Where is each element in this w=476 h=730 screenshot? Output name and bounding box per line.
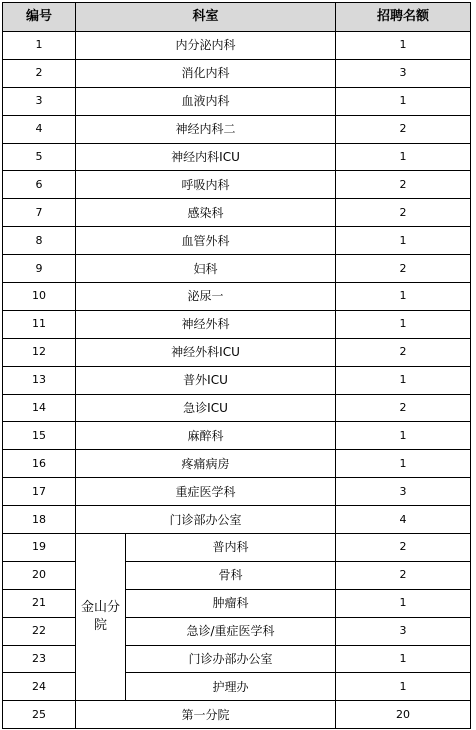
row-number: 22 bbox=[3, 617, 76, 645]
row-department: 重症医学科 bbox=[76, 478, 336, 506]
row-number: 5 bbox=[3, 143, 76, 171]
row-department: 门诊部办公室 bbox=[76, 506, 336, 534]
header-department: 科室 bbox=[76, 3, 336, 32]
table-row bbox=[3, 394, 471, 422]
recruitment-table bbox=[2, 2, 471, 729]
row-count: 2 bbox=[336, 394, 471, 422]
row-number: 6 bbox=[3, 171, 76, 199]
row-count: 3 bbox=[336, 59, 471, 87]
row-count: 20 bbox=[336, 701, 471, 729]
row-department: 护理办 bbox=[126, 673, 336, 701]
table-row bbox=[3, 143, 471, 171]
row-count: 1 bbox=[336, 450, 471, 478]
row-number: 18 bbox=[3, 506, 76, 534]
row-number: 9 bbox=[3, 255, 76, 283]
row-number: 25 bbox=[3, 701, 76, 729]
row-department: 神经外科ICU bbox=[76, 338, 336, 366]
table-row bbox=[3, 199, 471, 227]
row-department: 神经内科二 bbox=[76, 115, 336, 143]
table-row bbox=[3, 115, 471, 143]
table-row bbox=[3, 87, 471, 115]
row-count: 1 bbox=[336, 283, 471, 311]
row-department: 呼吸内科 bbox=[76, 171, 336, 199]
row-number: 17 bbox=[3, 478, 76, 506]
row-number: 19 bbox=[3, 534, 76, 562]
table-row bbox=[3, 645, 471, 673]
row-number: 2 bbox=[3, 59, 76, 87]
table-row bbox=[3, 338, 471, 366]
row-count: 4 bbox=[336, 506, 471, 534]
row-number: 24 bbox=[3, 673, 76, 701]
table-row bbox=[3, 561, 471, 589]
table-row bbox=[3, 283, 471, 311]
table-row bbox=[3, 32, 471, 60]
row-number: 7 bbox=[3, 199, 76, 227]
row-count: 1 bbox=[336, 645, 471, 673]
row-number: 16 bbox=[3, 450, 76, 478]
row-count: 2 bbox=[336, 338, 471, 366]
row-number: 23 bbox=[3, 645, 76, 673]
table-row bbox=[3, 534, 471, 562]
row-count: 1 bbox=[336, 366, 471, 394]
row-count: 3 bbox=[336, 478, 471, 506]
row-department: 血管外科 bbox=[76, 227, 336, 255]
row-count: 1 bbox=[336, 143, 471, 171]
table-row bbox=[3, 227, 471, 255]
row-department: 普外ICU bbox=[76, 366, 336, 394]
row-department: 麻醉科 bbox=[76, 422, 336, 450]
row-number: 14 bbox=[3, 394, 76, 422]
row-department: 感染科 bbox=[76, 199, 336, 227]
row-number: 1 bbox=[3, 32, 76, 60]
row-count: 2 bbox=[336, 199, 471, 227]
table-row bbox=[3, 617, 471, 645]
row-number: 15 bbox=[3, 422, 76, 450]
row-count: 1 bbox=[336, 32, 471, 60]
table-row bbox=[3, 478, 471, 506]
row-department: 血液内科 bbox=[76, 87, 336, 115]
table-row bbox=[3, 506, 471, 534]
row-count: 1 bbox=[336, 422, 471, 450]
row-department: 普内科 bbox=[126, 534, 336, 562]
header-number: 编号 bbox=[3, 3, 76, 32]
row-department: 疼痛病房 bbox=[76, 450, 336, 478]
row-department: 肿瘤科 bbox=[126, 589, 336, 617]
row-number: 11 bbox=[3, 310, 76, 338]
row-department: 急诊ICU bbox=[76, 394, 336, 422]
row-count: 2 bbox=[336, 115, 471, 143]
branch-label: 金山分院 bbox=[76, 534, 126, 701]
row-number: 3 bbox=[3, 87, 76, 115]
row-number: 21 bbox=[3, 589, 76, 617]
row-number: 8 bbox=[3, 227, 76, 255]
row-department: 神经外科 bbox=[76, 310, 336, 338]
row-department: 急诊/重症医学科 bbox=[126, 617, 336, 645]
row-number: 13 bbox=[3, 366, 76, 394]
row-count: 1 bbox=[336, 310, 471, 338]
table-row bbox=[3, 589, 471, 617]
row-count: 2 bbox=[336, 534, 471, 562]
row-department: 骨科 bbox=[126, 561, 336, 589]
table-row bbox=[3, 171, 471, 199]
row-number: 10 bbox=[3, 283, 76, 311]
row-department: 第一分院 bbox=[76, 701, 336, 729]
row-count: 2 bbox=[336, 255, 471, 283]
header-count: 招聘名额 bbox=[336, 3, 471, 32]
table-row bbox=[3, 422, 471, 450]
row-number: 4 bbox=[3, 115, 76, 143]
row-count: 3 bbox=[336, 617, 471, 645]
table-row bbox=[3, 366, 471, 394]
row-count: 1 bbox=[336, 87, 471, 115]
table-row bbox=[3, 255, 471, 283]
header-row bbox=[3, 3, 471, 32]
row-number: 12 bbox=[3, 338, 76, 366]
table-row bbox=[3, 450, 471, 478]
row-department: 泌尿一 bbox=[76, 283, 336, 311]
table-row bbox=[3, 59, 471, 87]
row-count: 2 bbox=[336, 171, 471, 199]
row-count: 1 bbox=[336, 589, 471, 617]
row-department: 神经内科ICU bbox=[76, 143, 336, 171]
row-count: 1 bbox=[336, 673, 471, 701]
row-number: 20 bbox=[3, 561, 76, 589]
row-department: 内分泌内科 bbox=[76, 32, 336, 60]
row-department: 门诊办部办公室 bbox=[126, 645, 336, 673]
row-count: 2 bbox=[336, 561, 471, 589]
table-row bbox=[3, 701, 471, 729]
row-department: 消化内科 bbox=[76, 59, 336, 87]
row-count: 1 bbox=[336, 227, 471, 255]
row-department: 妇科 bbox=[76, 255, 336, 283]
table-row bbox=[3, 310, 471, 338]
table-row bbox=[3, 673, 471, 701]
